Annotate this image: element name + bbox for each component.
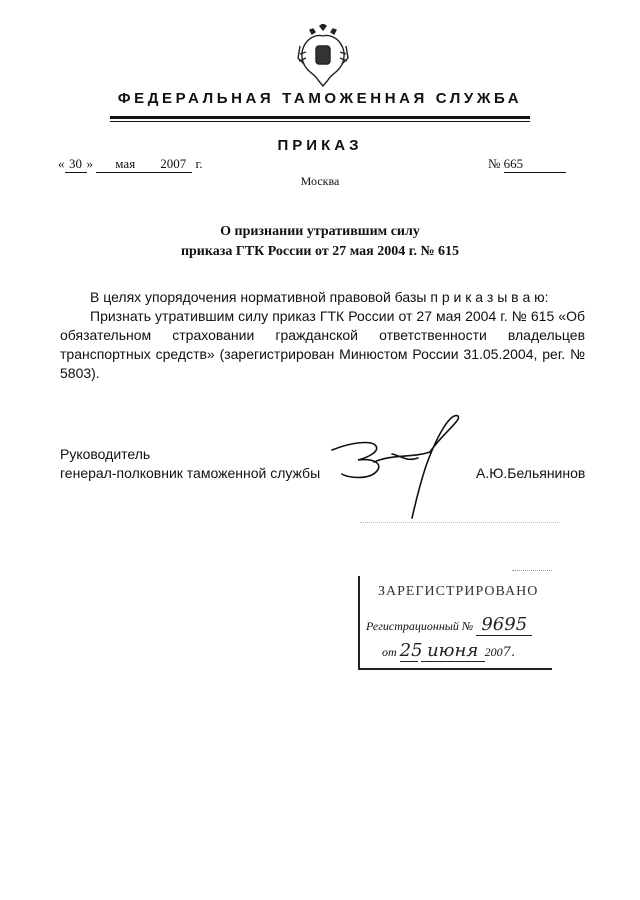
registration-stamp (358, 576, 552, 670)
stamp-date-day: 25 (399, 640, 423, 661)
date-year-digit: 7 (179, 156, 187, 171)
stamp-date-year-digit: 7. (502, 645, 516, 660)
stamp-date-month: июня (421, 640, 485, 662)
date-year-suffix: г. (195, 156, 203, 171)
agency-name: ФЕДЕРАЛЬНАЯ ТАМОЖЕННАЯ СЛУЖБА (117, 90, 523, 107)
handwritten-signature (322, 414, 472, 524)
date-open-quote: « (58, 156, 65, 171)
date-close-quote: » (86, 156, 93, 171)
signatory-role-line-1: Руководитель (60, 446, 151, 462)
body-paragraph-1: В целях упорядочения нормативной правовой базы п р и к а з ы в а ю: (90, 289, 549, 305)
stamp-reg-label: Регистрационный № (366, 619, 474, 633)
stamp-from-label: от (382, 645, 397, 659)
city: Москва (300, 174, 340, 188)
date-day: 30 (65, 156, 87, 173)
body-paragraph-2: Признать утратившим силу приказ ГТК России от 27 мая 2004 г. № 615 «Об обязательном страховании гражданской ответственности владельцев транспортных средств» (зарегистрирован Минюстом России 31.05.2004, рег. № 5803). (60, 308, 585, 381)
scan-artifact (512, 566, 552, 571)
stamp-date-year-prefix: 200 (484, 645, 503, 659)
number-value: 665 (504, 156, 566, 173)
document-title (0, 222, 640, 262)
header-rule-thin (110, 121, 530, 122)
stamp-heading: ЗАРЕГИСТРИРОВАНО (378, 584, 539, 599)
title-line-1: О признании утратившим силу (220, 224, 420, 239)
document-body (60, 288, 585, 383)
stamp-reg-number: 9695 (476, 614, 532, 636)
number-label: № (488, 156, 501, 171)
scan-artifact (360, 514, 560, 523)
order-date (58, 156, 203, 173)
title-line-2: приказа ГТК России от 27 мая 2004 г. № 615 (180, 244, 460, 259)
date-month: мая (96, 156, 154, 173)
stamp-reg-line (366, 614, 532, 636)
signatory-name: А.Ю.Бельянинов (476, 465, 586, 481)
document-type: ПРИКАЗ (277, 137, 363, 154)
header-rule-thick (110, 116, 530, 119)
coat-of-arms-emblem (296, 24, 350, 88)
stamp-date-line (382, 640, 515, 662)
signatory-role-line-2: генерал-полковник таможенной службы (60, 465, 321, 481)
date-year-prefix: 200 (160, 156, 180, 171)
order-number (488, 156, 566, 173)
